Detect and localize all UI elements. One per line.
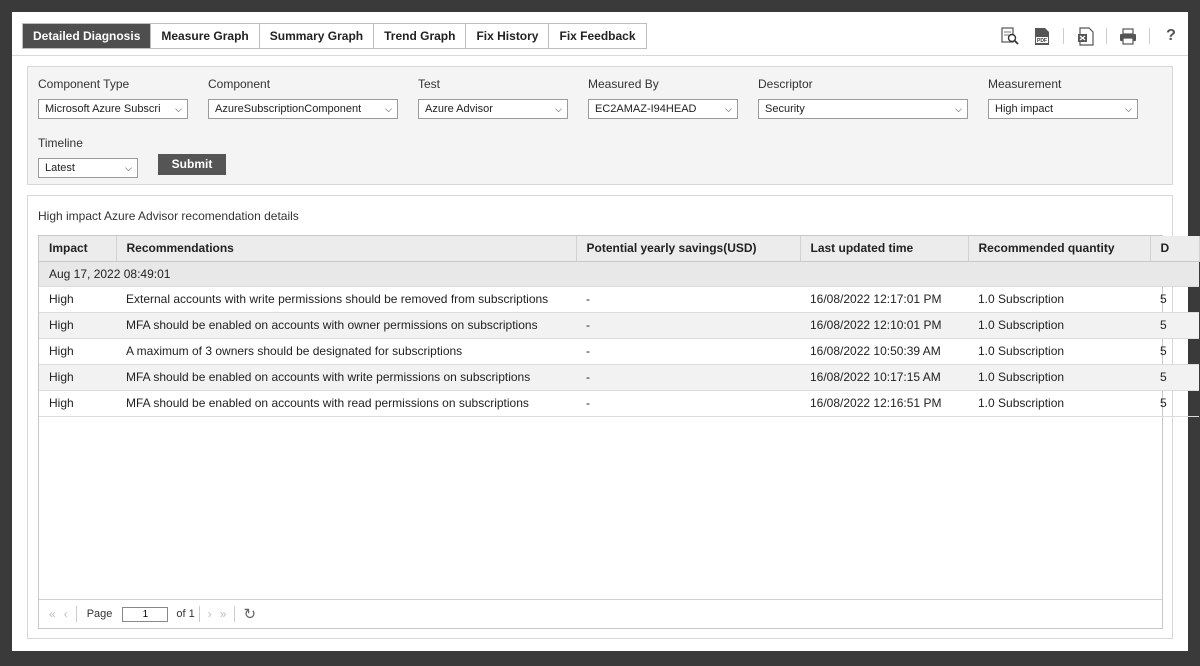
component-label: Component	[208, 77, 271, 91]
cell-recommendation: External accounts with write permissions should be removed from subscriptions	[116, 286, 576, 312]
details-panel	[27, 195, 1173, 639]
tab-measure-graph[interactable]: Measure Graph	[151, 24, 259, 48]
tab-trend-graph[interactable]: Trend Graph	[374, 24, 466, 48]
toolbar-divider	[1106, 28, 1107, 44]
pagination-bar	[39, 599, 1162, 628]
test-select[interactable]	[418, 99, 568, 119]
table-row[interactable]	[39, 364, 1199, 390]
group-label: Aug 17, 2022 08:49:01	[39, 261, 1199, 286]
component-type-value: Microsoft Azure Subscri	[45, 103, 161, 115]
descriptor-value: Security	[765, 103, 805, 115]
page-label: Page	[86, 608, 113, 620]
chevron-down-icon: ⌵	[725, 104, 732, 114]
cell-savings: -	[576, 312, 800, 338]
tab-strip	[22, 23, 647, 49]
page-number-input[interactable]	[122, 607, 168, 622]
details-grid	[38, 235, 1170, 629]
timeline-field	[38, 136, 138, 178]
measurement-label: Measurement	[988, 77, 1062, 91]
next-page-icon[interactable]: ›	[207, 607, 212, 621]
cell-last-updated: 16/08/2022 10:50:39 AM	[800, 338, 968, 364]
column-header-truncated[interactable]: D	[1150, 236, 1199, 261]
pdf-icon[interactable]	[1031, 26, 1053, 46]
column-header-impact[interactable]: Impact	[39, 236, 116, 261]
cell-savings: -	[576, 364, 800, 390]
cell-impact: High	[39, 286, 116, 312]
cell-quantity: 1.0 Subscription	[968, 338, 1150, 364]
cell-impact: High	[39, 338, 116, 364]
toolbar	[989, 25, 1182, 47]
component-select[interactable]	[208, 99, 398, 119]
previous-page-icon[interactable]: ‹	[63, 607, 68, 621]
tab-detailed-diagnosis[interactable]: Detailed Diagnosis	[23, 24, 151, 48]
chevron-down-icon: ⌵	[175, 104, 182, 114]
tab-fix-feedback[interactable]: Fix Feedback	[549, 24, 645, 48]
cell-last-updated: 16/08/2022 10:17:15 AM	[800, 364, 968, 390]
excel-icon[interactable]	[1074, 26, 1096, 46]
test-value: Azure Advisor	[425, 103, 493, 115]
pager-divider	[199, 606, 200, 622]
cell-quantity: 1.0 Subscription	[968, 286, 1150, 312]
measured-by-field	[588, 77, 738, 119]
cell-savings: -	[576, 286, 800, 312]
cell-impact: High	[39, 364, 116, 390]
pager-divider	[76, 606, 77, 622]
test-field	[418, 77, 568, 119]
descriptor-select[interactable]	[758, 99, 968, 119]
group-row[interactable]	[39, 261, 1199, 286]
last-page-icon[interactable]: »	[219, 607, 227, 621]
table-row[interactable]	[39, 312, 1199, 338]
pager-divider	[234, 606, 235, 622]
cell-savings: -	[576, 338, 800, 364]
toolbar-divider	[1063, 28, 1064, 44]
table-header-row	[39, 236, 1199, 261]
test-label: Test	[418, 77, 441, 91]
toolbar-divider	[1149, 28, 1150, 44]
cell-recommendation: MFA should be enabled on accounts with owner permissions on subscriptions	[116, 312, 576, 338]
table-row[interactable]	[39, 286, 1199, 312]
tab-fix-history[interactable]: Fix History	[466, 24, 549, 48]
cell-truncated: 5	[1150, 390, 1199, 416]
tab-bar	[12, 12, 1188, 56]
submit-button[interactable]: Submit	[158, 154, 226, 175]
chevron-down-icon: ⌵	[125, 163, 132, 173]
timeline-label: Timeline	[38, 136, 83, 150]
chevron-down-icon: ⌵	[955, 104, 962, 114]
column-header-savings[interactable]: Potential yearly savings(USD)	[576, 236, 800, 261]
descriptor-field	[758, 77, 968, 119]
descriptor-label: Descriptor	[758, 77, 813, 91]
measured-by-label: Measured By	[588, 77, 659, 91]
details-title: High impact Azure Advisor recomendation details	[38, 209, 299, 223]
cell-recommendation: A maximum of 3 owners should be designated for subscriptions	[116, 338, 576, 364]
measured-by-value: EC2AMAZ-I94HEAD	[595, 103, 697, 115]
measurement-field	[988, 77, 1138, 119]
cell-quantity: 1.0 Subscription	[968, 312, 1150, 338]
chevron-down-icon: ⌵	[1125, 104, 1132, 114]
component-field	[208, 77, 398, 119]
first-page-icon[interactable]: «	[49, 607, 56, 621]
component-type-label: Component Type	[38, 77, 130, 91]
column-header-recommended-quantity[interactable]: Recommended quantity	[968, 236, 1150, 261]
help-icon[interactable]: ?	[1166, 27, 1176, 44]
cell-truncated: 5	[1150, 312, 1199, 338]
column-header-recommendations[interactable]: Recommendations	[116, 236, 576, 261]
cell-impact: High	[39, 312, 116, 338]
filter-panel	[27, 66, 1173, 185]
timeline-select[interactable]	[38, 158, 138, 178]
cell-last-updated: 16/08/2022 12:17:01 PM	[800, 286, 968, 312]
cell-savings: -	[576, 390, 800, 416]
search-report-icon[interactable]	[999, 26, 1021, 46]
cell-recommendation: MFA should be enabled on accounts with read permissions on subscriptions	[116, 390, 576, 416]
cell-last-updated: 16/08/2022 12:10:01 PM	[800, 312, 968, 338]
measurement-value: High impact	[995, 103, 1054, 115]
cell-quantity: 1.0 Subscription	[968, 364, 1150, 390]
cell-truncated: 5	[1150, 364, 1199, 390]
table-row[interactable]	[39, 390, 1199, 416]
component-value: AzureSubscriptionComponent	[215, 103, 362, 115]
table-row[interactable]	[39, 338, 1199, 364]
column-header-last-updated[interactable]: Last updated time	[800, 236, 968, 261]
chevron-down-icon: ⌵	[555, 104, 562, 114]
component-type-field	[38, 77, 188, 119]
page-count-label: of 1	[176, 608, 195, 620]
cell-quantity: 1.0 Subscription	[968, 390, 1150, 416]
timeline-value: Latest	[45, 162, 75, 174]
cell-truncated: 5	[1150, 286, 1199, 312]
refresh-icon[interactable]: ↻	[243, 606, 257, 623]
component-type-select[interactable]	[38, 99, 188, 119]
cell-impact: High	[39, 390, 116, 416]
measurement-select[interactable]	[988, 99, 1138, 119]
print-icon[interactable]	[1117, 26, 1139, 46]
diagnosis-window	[12, 12, 1188, 651]
pdf-icon-label: PDF	[1037, 37, 1047, 44]
chevron-down-icon: ⌵	[385, 104, 392, 114]
details-table	[39, 236, 1200, 417]
tab-summary-graph[interactable]: Summary Graph	[260, 24, 374, 48]
cell-recommendation: MFA should be enabled on accounts with write permissions on subscriptions	[116, 364, 576, 390]
cell-truncated: 5	[1150, 338, 1199, 364]
cell-last-updated: 16/08/2022 12:16:51 PM	[800, 390, 968, 416]
measured-by-select[interactable]	[588, 99, 738, 119]
